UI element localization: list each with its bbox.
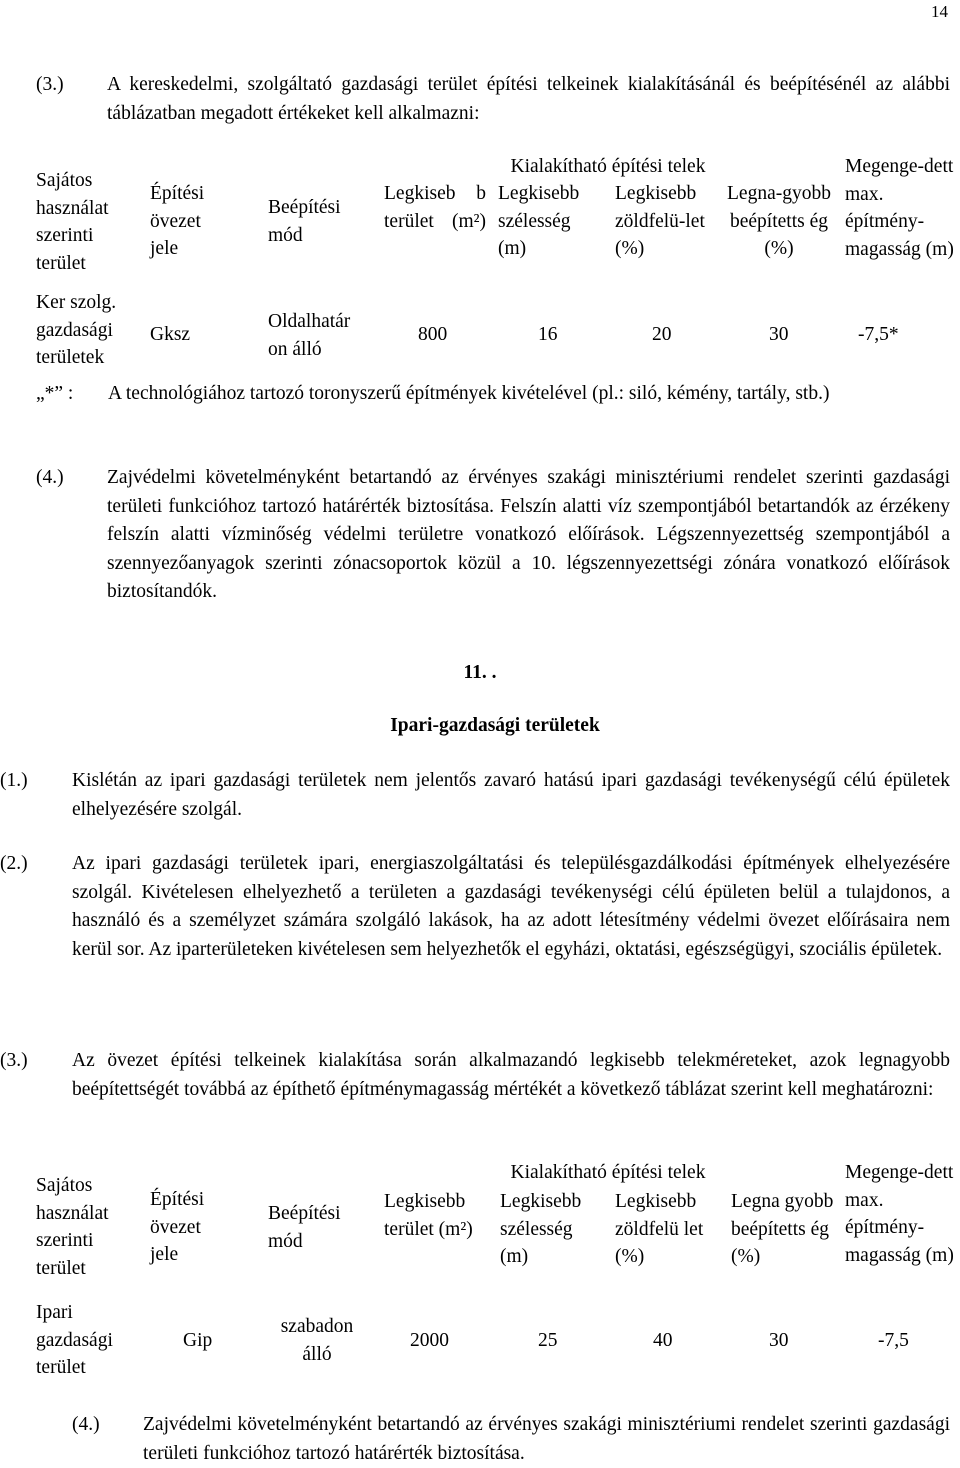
paragraph-number: (4.): [36, 467, 64, 488]
chapter-number: 11. .: [463, 662, 497, 683]
paragraph-text: Zajvédelmi követelményként betartandó az érvényes szakági minisztériumi rendelet szerinti gazdasági területi funkcióhoz tartozó határérték biztosítása. Felszín alatti víz szempontjából betartandók az érzékeny felszín alatti vízminőség védelmi területre vonatkozó előírások. Légszennyezettség szempontjából a szennyezőanyagok szerinti zónacsoportok közül a 10. légszennyezettségi zónára vonatkozó előírások biztosítandók.: [107, 467, 950, 602]
row-legkisebb-zoldfelulet: 40: [653, 1330, 673, 1351]
header-legnagyobb-beepitettseg: Legna-gyobb beépítetts ég (%): [727, 183, 831, 259]
header-legnagyobb-beepitettseg: Legna gyobb beépítetts ég (%): [731, 1191, 834, 1267]
paragraph-text: Kislétán az ipari gazdasági területek nem jelentős zavaró hatású ipari gazdasági tevékenységű célú épületek elhelyezésére szolgál.: [72, 770, 950, 820]
chapter-title: Ipari-gazdasági területek: [390, 715, 600, 736]
header-beepitesi-mod: Beépítési mód: [268, 197, 341, 246]
row-legkisebb-zoldfelulet: 20: [652, 324, 672, 345]
header-kialakithato-telek: Kialakítható építési telek: [510, 1162, 706, 1183]
header-epitesi-ovezet: Építési övezet jele: [150, 1189, 205, 1265]
header-sajatos-hasznalat: Sajátos használat szerinti terület: [36, 170, 109, 274]
row-legnagyobb-beepitettseg: 30: [769, 324, 789, 345]
header-legkisebb-szelesseg: Legkisebb szélesség (m): [500, 1191, 582, 1267]
row-legnagyobb-beepitettseg: 30: [769, 1330, 789, 1351]
row-beepitesi-mod: Oldalhatár on álló: [268, 311, 351, 360]
paragraph-number: (4.): [72, 1414, 100, 1435]
header-legkisebb-terulet: Legkisebb terület (m²): [384, 1191, 473, 1240]
row-terulet: Ipari gazdasági terület: [36, 1302, 113, 1378]
header-beepitesi-mod: Beépítési mód: [268, 1203, 341, 1252]
header-legkisebb-zoldfelulet: Legkisebb zöldfelü-let (%): [615, 183, 705, 259]
row-legkisebb-szelesseg: 16: [538, 324, 558, 345]
paragraph-number: (2.): [0, 853, 28, 874]
header-sajatos-hasznalat: Sajátos használat szerinti terület: [36, 1175, 109, 1279]
header-legkisebb-zoldfelulet: Legkisebb zöldfelü let (%): [615, 1191, 704, 1267]
row-jel: Gksz: [150, 324, 191, 345]
row-epitmenymagassag: -7,5: [878, 1330, 909, 1351]
paragraph-number: (3.): [0, 1050, 28, 1071]
header-legkisebb-terulet: Legkiseb b terület (m²): [384, 183, 486, 232]
header-epitesi-ovezet: Építési övezet jele: [150, 183, 205, 259]
row-beepitesi-mod: szabadon álló: [280, 1316, 354, 1365]
paragraph-text: Az övezet építési telkeinek kialakítása során alkalmazandó legkisebb telekméreteket, azok legnagyobb beépítettségét továbbá az építhető építménymagasság mértékét a következő táblázat szerint kell meghatározni:: [72, 1050, 950, 1100]
paragraph-number: (1.): [0, 770, 28, 791]
row-legkisebb-terulet: 800: [418, 324, 448, 345]
header-legkisebb-szelesseg: Legkisebb szélesség (m): [498, 183, 580, 259]
page-number: 14: [931, 2, 948, 21]
paragraph-text: Zajvédelmi követelményként betartandó az érvényes szakági minisztériumi rendelet szerinti gazdasági területi funkcióhoz tartozó határérték biztosítása.: [143, 1414, 950, 1464]
row-epitmenymagassag: -7,5*: [858, 324, 899, 345]
row-legkisebb-terulet: 2000: [410, 1330, 449, 1351]
footnote-text: A technológiához tartozó toronyszerű építmények kivételével (pl.: siló, kémény, tartály, stb.): [108, 383, 830, 404]
paragraph-text: Az ipari gazdasági területek ipari, energiaszolgáltatási és településgazdálkodási építmények elhelyezésére szolgál. Kivételesen elhelyezhető a területen a gazdasági tevékenységi célú épületen belül a tulajdonos, a használó és a személyzet számára szolgáló lakások, ha az adott létesítmény védelmi övezet előírásaira nem kerül sor. Az iparterületeken kivételesen sem helyezhetők el egyházi, oktatási, egészségügyi, szociális épületek.: [72, 853, 950, 960]
row-jel: Gip: [183, 1330, 213, 1351]
paragraph-text: A kereskedelmi, szolgáltató gazdasági terület építési telkeinek kialakításánál és beépítésénél az alábbi táblázatban megadott értékeket kell alkalmazni:: [107, 74, 950, 124]
footnote-mark: „*” :: [36, 383, 74, 404]
row-legkisebb-szelesseg: 25: [538, 1330, 558, 1351]
header-kialakithato-telek: Kialakítható építési telek: [510, 156, 706, 177]
header-epitmenymagassag: Megenge-dett max. építmény-magasság (m): [845, 1162, 954, 1266]
row-terulet: Ker szolg. gazdasági területek: [36, 292, 117, 368]
paragraph-number: (3.): [36, 74, 64, 95]
header-epitmenymagassag: Megenge-dett max. építmény-magasság (m): [845, 156, 954, 260]
